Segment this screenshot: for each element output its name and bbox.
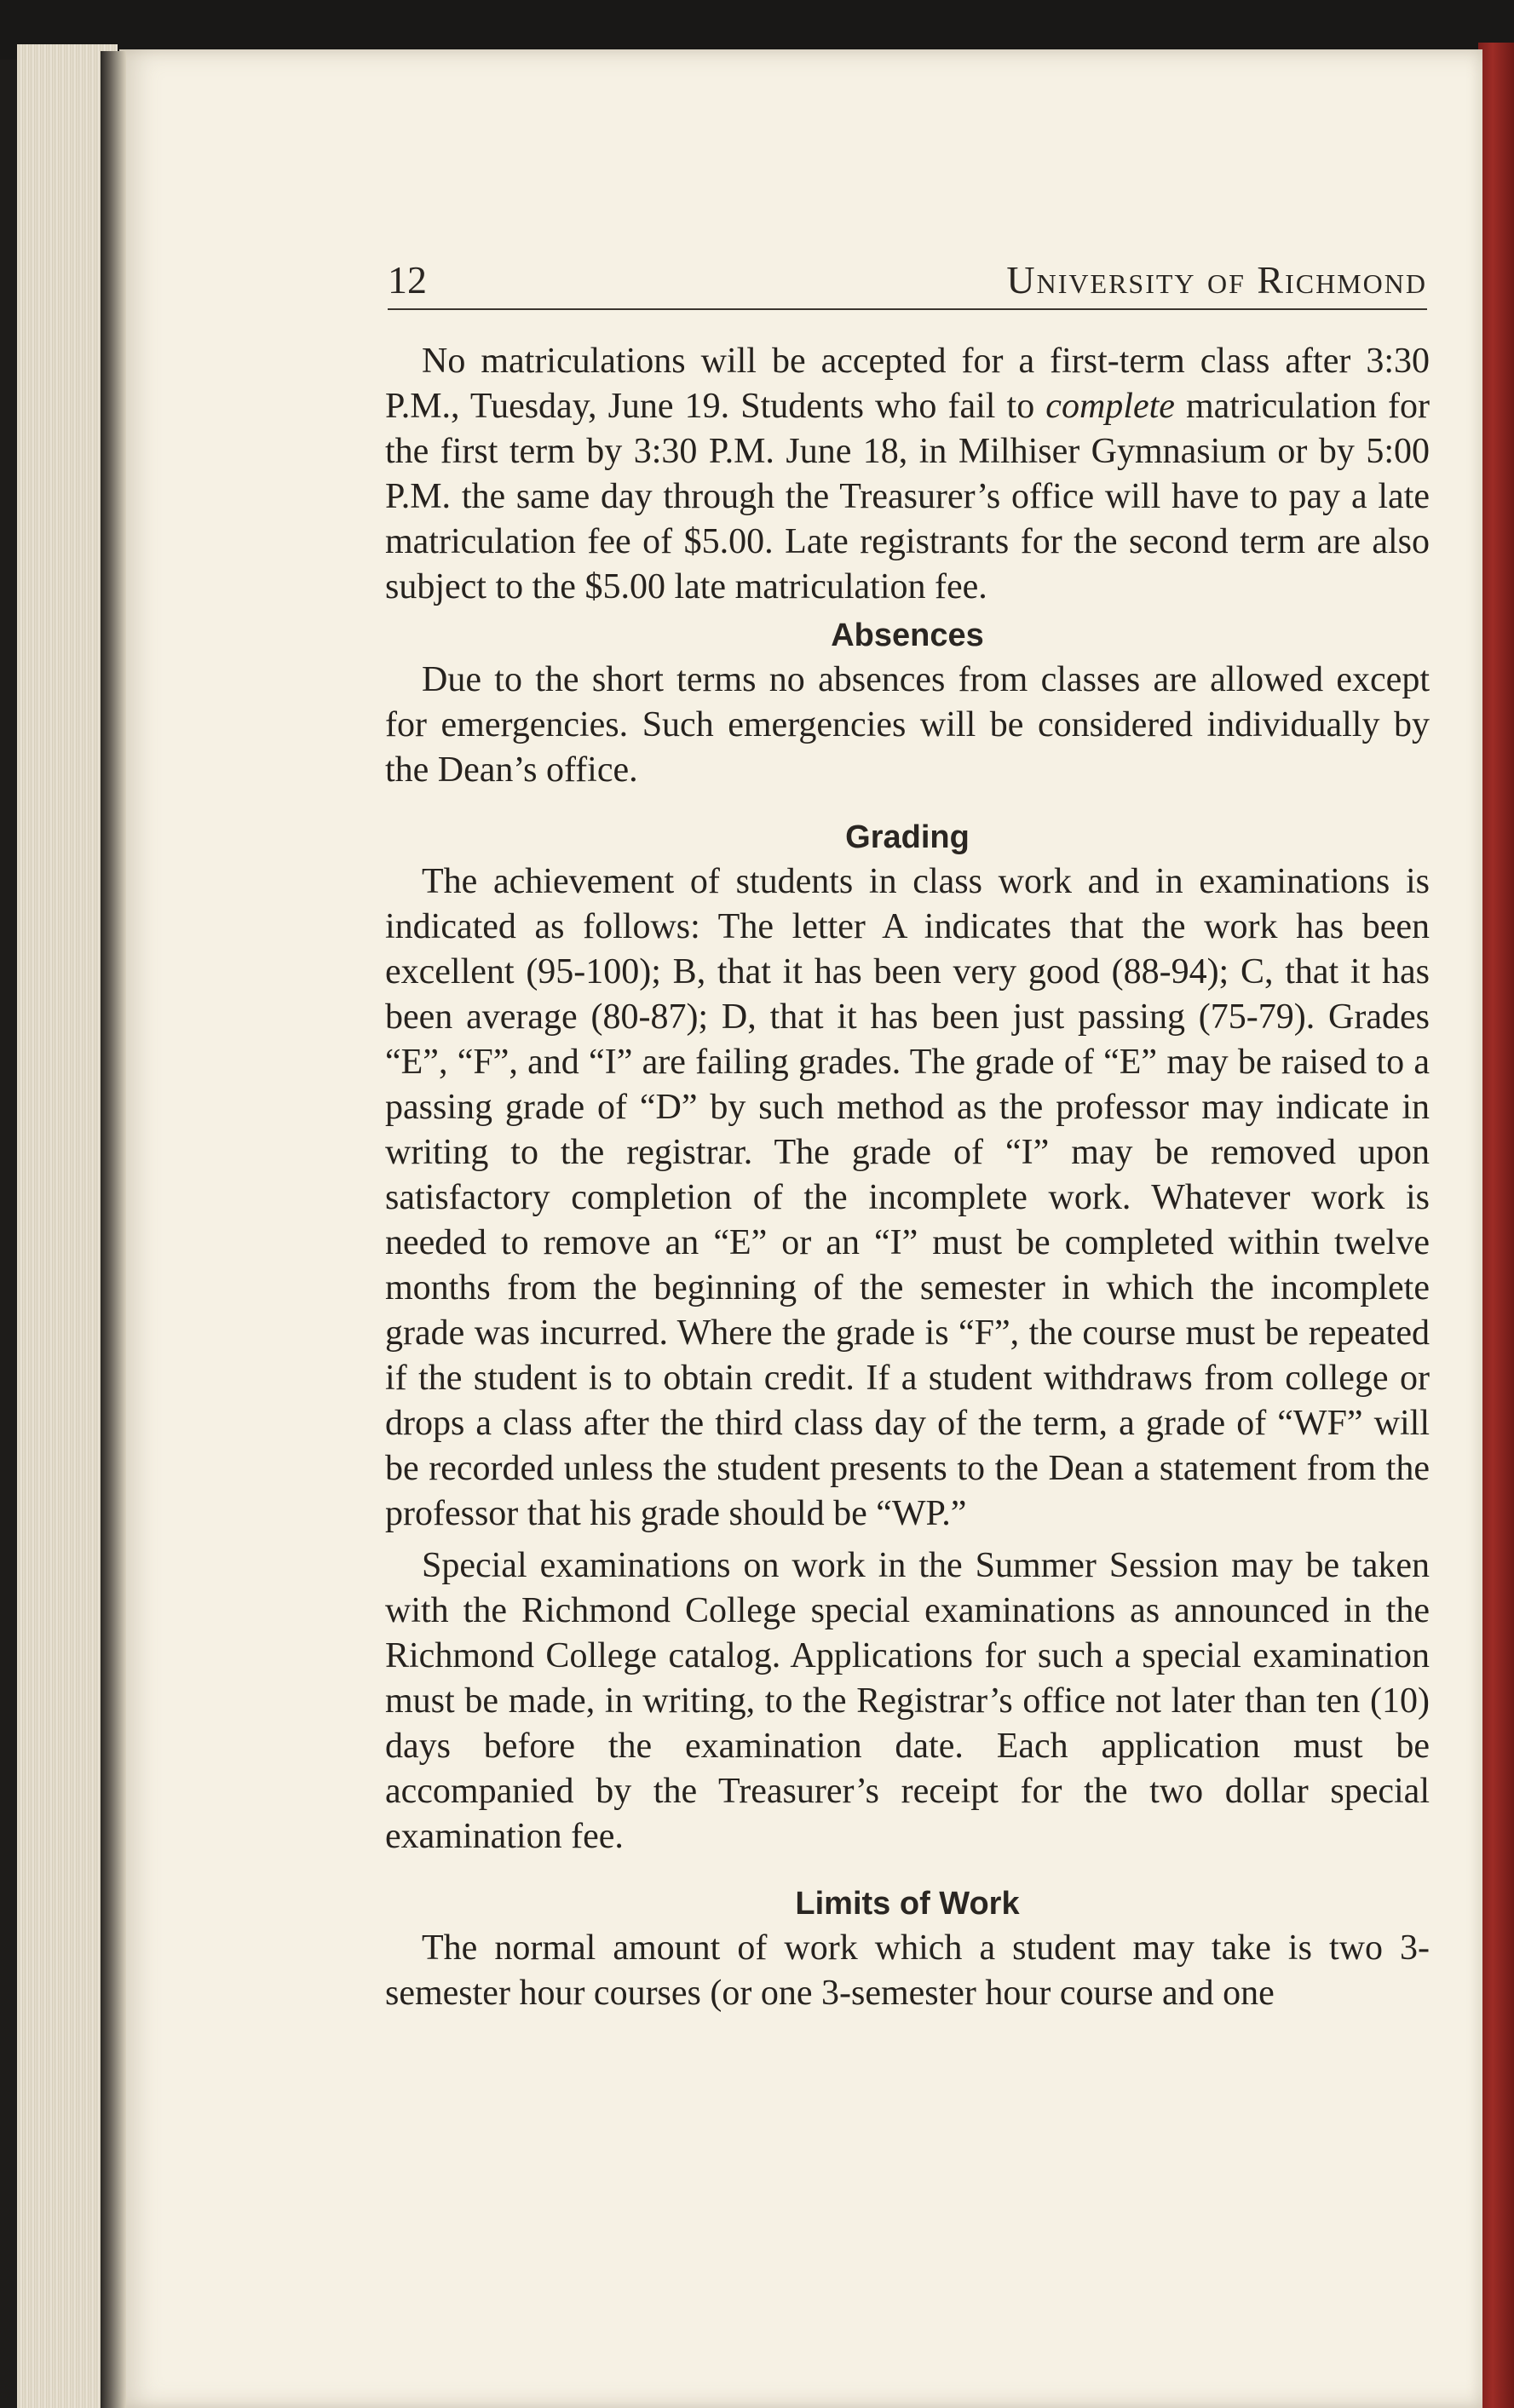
- page-body: [385, 339, 1430, 2016]
- absences-paragraph: Due to the short terms no absences from classes are allowed except for emergencies. Such emergencies will be considered individually by the Dean’s office.: [385, 660, 1430, 790]
- grading-paragraph: The achievement of students in class work and in examinations is indicated as follows: The letter A indicates that the work has been excellent (95-100); B, that it has been very good (88-94); C, that it has been average (80-87); D, that it has been just passing (75-79). Grades “E”, “F”, and “I” are failing grades. The grade of “E” may be raised to a passing grade of “D” by such method as the professor may indicate in writing to the registrar. The grade of “I” may be removed upon satisfactory completion of the incomplete work. Whatever work is needed to remove an “E” or an “I” must be completed within twelve months from the beginning of the semester in which the incomplete grade was incurred. Where the grade is “F”, the course must be repeated if the student is to obtain credit. If a student withdraws from college or drops a class after the third class day of the term, a grade of “WF” will be recorded unless the student presents to the Dean a statement from the professor that his grade should be “WP.”: [385, 862, 1430, 1533]
- limits-heading: Limits of Work: [795, 1886, 1020, 1922]
- absences-heading: Absences: [831, 618, 984, 653]
- special-examinations-paragraph: Special examinations on work in the Summer Session may be taken with the Richmond College special examinations as announced in the Richmond College catalog. Applications for such a special examination must be made, in writing, to the Registrar’s office not later than ten (10) days before the examination date. Each application must be accompanied by the Treasurer’s receipt for the two dollar special examination fee.: [385, 1546, 1430, 1856]
- book-spine: [1478, 43, 1514, 2408]
- matriculation-emphasis: complete: [1045, 387, 1175, 426]
- page-gutter: [101, 51, 126, 2408]
- matriculation-text-end: matriculation for the first term by 3:30 P.M. June 18, in Milhiser Gymnasium or by 5:00 P.M. the same day through the Treasurer’s office will have to pay a late matriculation fee of $5.00. Late registrants for the second term are also subject to the $5.00 late matriculation fee.: [385, 387, 1430, 606]
- page-header: [388, 256, 1427, 310]
- page-number: 12: [388, 258, 427, 302]
- limits-paragraph: The normal amount of work which a student may take is two 3-semester hour courses (or one 3-semester hour course and one: [385, 1928, 1430, 2013]
- matriculation-paragraph: [385, 339, 1430, 610]
- running-head: University of Richmond: [1006, 258, 1427, 302]
- grading-heading: Grading: [845, 819, 970, 855]
- matriculation-text-start: No matriculations will be accepted for a first-term class after 3:30 P.M., Tuesday, June 19. Students who fail to: [385, 342, 1430, 426]
